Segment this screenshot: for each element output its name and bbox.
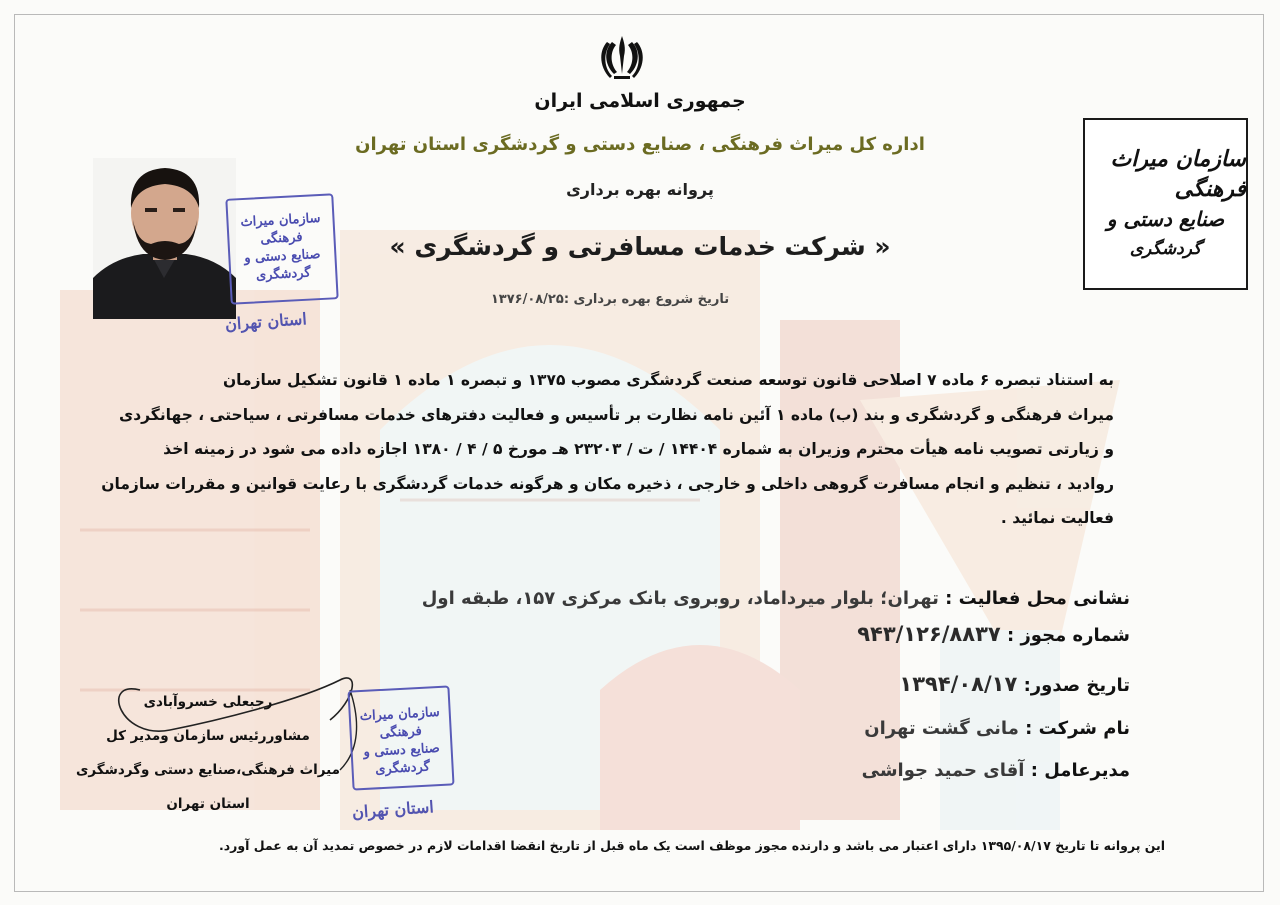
company-name-value: مانی گشت تهران [864,718,1019,739]
paragraph-line: روادید ، تنظیم و انجام مسافرت گروهی داخلی و خارجی ، ذخیره مکان و هرگونه خدمات گردشگری با رعایت قوانین و مقررات سازمان [101,474,1114,493]
paragraph-line: فعالیت نمائید . [1000,509,1114,527]
address-row [422,588,1130,609]
signatory-title-line2: میراث فرهنگی،صنایع دستی وگردشگری استان تهران [75,762,341,812]
iran-emblem-icon [600,34,644,80]
operation-start-date: تاریخ شروع بهره برداری :۱۳۷۶/۰۸/۲۵ [490,292,730,307]
issue-date-label: تاریخ صدور: [1023,675,1130,696]
license-number-value: ۹۴۳/۱۲۶/۸۸۳۷ [857,622,1001,646]
paragraph-line: به استناد تبصره ۶ ماده ۷ اصلاحی قانون توسعه صنعت گردشگری مصوب ۱۳۷۵ و تبصره ۱ ماده ۱ قانون تشکیل سازمان [222,371,1114,389]
manager-row [862,760,1130,781]
company-name-row [864,718,1130,739]
authorization-paragraph [101,363,1114,536]
license-number-row [857,622,1130,646]
company-type-title: « شرکت خدمات مسافرتی و گردشگری » [389,232,891,261]
signatory-title-line1: مشاوررئیس سازمان ومدیر کل [106,728,310,744]
issue-date-value: ۱۳۹۴/۰۸/۱۷ [899,672,1018,696]
stamp-org-line1: سازمان میراث فرهنگی [359,704,441,742]
validity-footnote: این پروانه تا تاریخ ۱۳۹۵/۰۸/۱۷ دارای اعتبار می باشد و دارنده مجوز موظف است یک ماه قبل از تاریخ انقضا اقدامات لازم در خصوص تمدید آن به عمل آورد. [219,838,1165,853]
address-label: نشانی محل فعالیت : [945,588,1130,609]
stamp-org-line2: صنایع دستی و گردشگری [363,740,441,778]
address-value: تهران؛ بلوار میرداماد، روبروی بانک مرکزی ۱۵۷، طبقه اول [421,588,939,609]
manager-value: آقای حمید جواشی [861,760,1025,781]
person-portrait-icon [93,158,236,319]
directorate-heading: اداره کل میراث فرهنگی ، صنایع دستی و گردشگری استان تهران [355,134,925,155]
signature-block [58,685,358,821]
paragraph-line: میراث فرهنگی و گردشگری و بند (ب) ماده ۱ آئین نامه نظارت بر تأسیس و فعالیت دفترهای خدمات مسافرتی ، سیاحتی ، جهانگردی [119,405,1114,424]
signatory-name: رجبعلی خسروآبادی [143,694,273,710]
issue-date-row [899,672,1130,696]
organization-logo [1083,118,1248,290]
republic-heading: جمهوری اسلامی ایران [534,90,746,112]
manager-label: مدیرعامل : [1030,760,1130,781]
stamp-city-upper: استان تهران [224,309,308,334]
stamp-city-lower: استان تهران [351,797,435,822]
license-number-label: شماره مجوز : [1006,625,1130,646]
stamp-org-line2: صنایع دستی و گردشگری [243,247,321,284]
stamp-org-line1: سازمان میراث فرهنگی [240,210,321,248]
official-stamp-upper [225,193,338,305]
logo-line1: سازمان میراث فرهنگی [1110,146,1246,202]
company-name-label: نام شرکت : [1025,718,1130,739]
logo-line3: گردشگری [1129,239,1202,259]
official-stamp-lower [347,685,454,790]
paragraph-line: و زیارتی تصویب نامه هیأت محترم وزیران به شماره ۱۴۴۰۴ / ت / ۲۳۲۰۳ هـ مورخ ۵ / ۴ / ۱۳۸۰ اجازه داده می شود در زمینه اخذ [163,440,1114,458]
license-title: پروانه بهره برداری [566,180,714,199]
holder-photo [93,158,236,319]
logo-line2: صنایع دستی و [1106,207,1225,231]
